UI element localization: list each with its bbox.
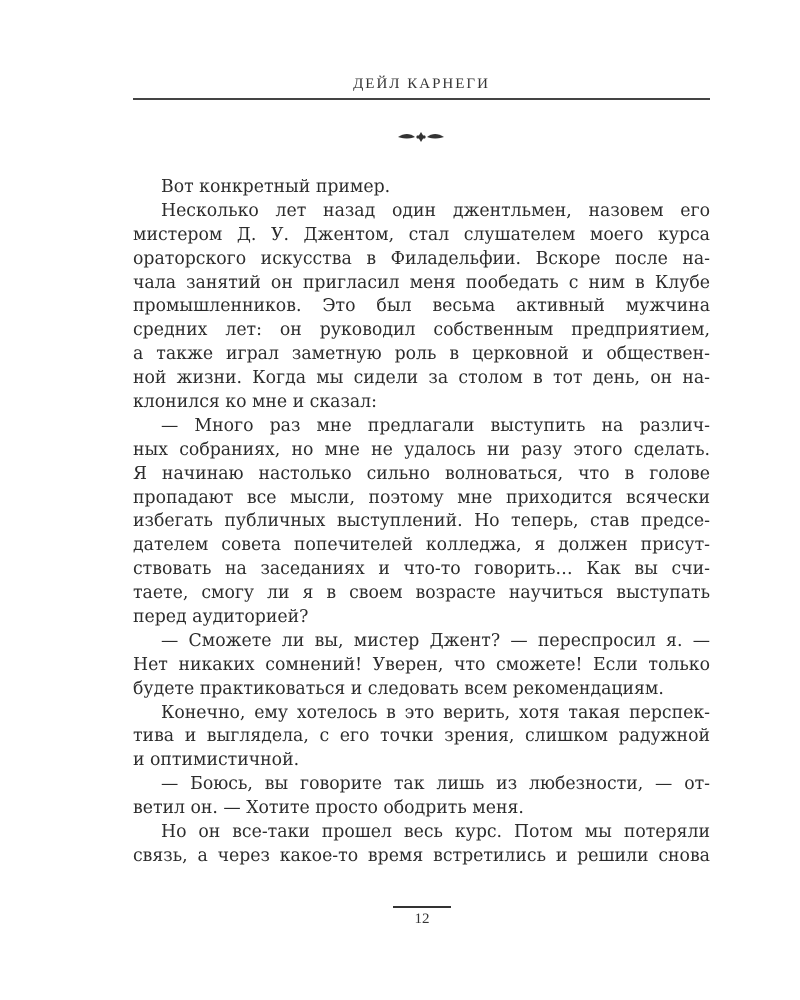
text-line: — Боюсь, вы говорите так лишь из любезности, — от- xyxy=(161,774,710,795)
text-line: Вот конкретный пример. xyxy=(161,177,391,197)
text-line: — Сможете ли вы, мистер Джент? — переспросил я. — xyxy=(161,630,710,651)
text-line: Я начинаю настолько сильно волноваться, что в голове xyxy=(133,463,710,484)
text-line: ствовать на заседаниях и что-то говорить… Как вы счи- xyxy=(133,559,710,580)
text-line: Несколько лет назад один джентльмен, назовем его xyxy=(161,200,710,221)
text-line: Конечно, ему хотелось в это верить, хотя такая перспек- xyxy=(161,702,710,723)
text-line: ораторского искусства в Филадельфии. Вскоре после на- xyxy=(133,248,710,269)
text-line: тива и выглядела, с его точки зрения, слишком радужной xyxy=(133,726,710,747)
text-line: ной жизни. Когда мы сидели за столом в тот день, он на- xyxy=(133,368,710,389)
text-line: средних лет: он руководил собственным предприятием, xyxy=(133,320,710,341)
text-line: таете, смогу ли я в своем возрасте научиться выступать xyxy=(133,583,710,604)
text-line: связь, а через какое-то время встретились и решили снова xyxy=(133,845,710,866)
text-line: Нет никаких сомнений! Уверен, что сможете! Если только xyxy=(133,654,710,675)
fleuron-ornament-icon xyxy=(396,130,446,144)
body-text xyxy=(133,176,710,869)
text-line: — Много раз мне предлагали выступить на различ- xyxy=(161,415,710,436)
text-line: перед аудиторией? xyxy=(133,607,309,628)
text-line: будете практиковаться и следовать всем рекомендациям. xyxy=(133,678,664,699)
text-line: ветил он. — Хотите просто ободрить меня. xyxy=(133,798,524,819)
text-line: а также играл заметную роль в церковной и обществен- xyxy=(133,344,710,365)
text-line: чала занятий он пригласил меня пообедать с ним в Клубе xyxy=(133,272,710,293)
text-line: дателем совета попечителей колледжа, я должен присут- xyxy=(133,535,710,556)
text-line: Но он все-таки прошел весь курс. Потом мы потеряли xyxy=(161,822,710,843)
text-line: и оптимистичной. xyxy=(133,750,300,771)
page-number: 12 xyxy=(414,911,430,927)
text-line: мистером Д. У. Джентом, стал слушателем моего курса xyxy=(133,224,710,245)
text-line: избегать публичных выступлений. Но теперь, став предсе- xyxy=(133,511,710,532)
text-line: клонился ко мне и сказал: xyxy=(133,392,377,413)
text-line: ных собраниях, но мне не удалось ни разу этого сделать. xyxy=(133,439,710,460)
footer-divider xyxy=(393,906,451,908)
text-line: промышленников. Это был весьма активный мужчина xyxy=(133,296,710,317)
header-divider xyxy=(133,98,710,100)
text-line: пропадают все мысли, поэтому мне приходится всячески xyxy=(133,487,710,508)
header-title: ДЕЙЛ КАРНЕГИ xyxy=(353,76,490,92)
